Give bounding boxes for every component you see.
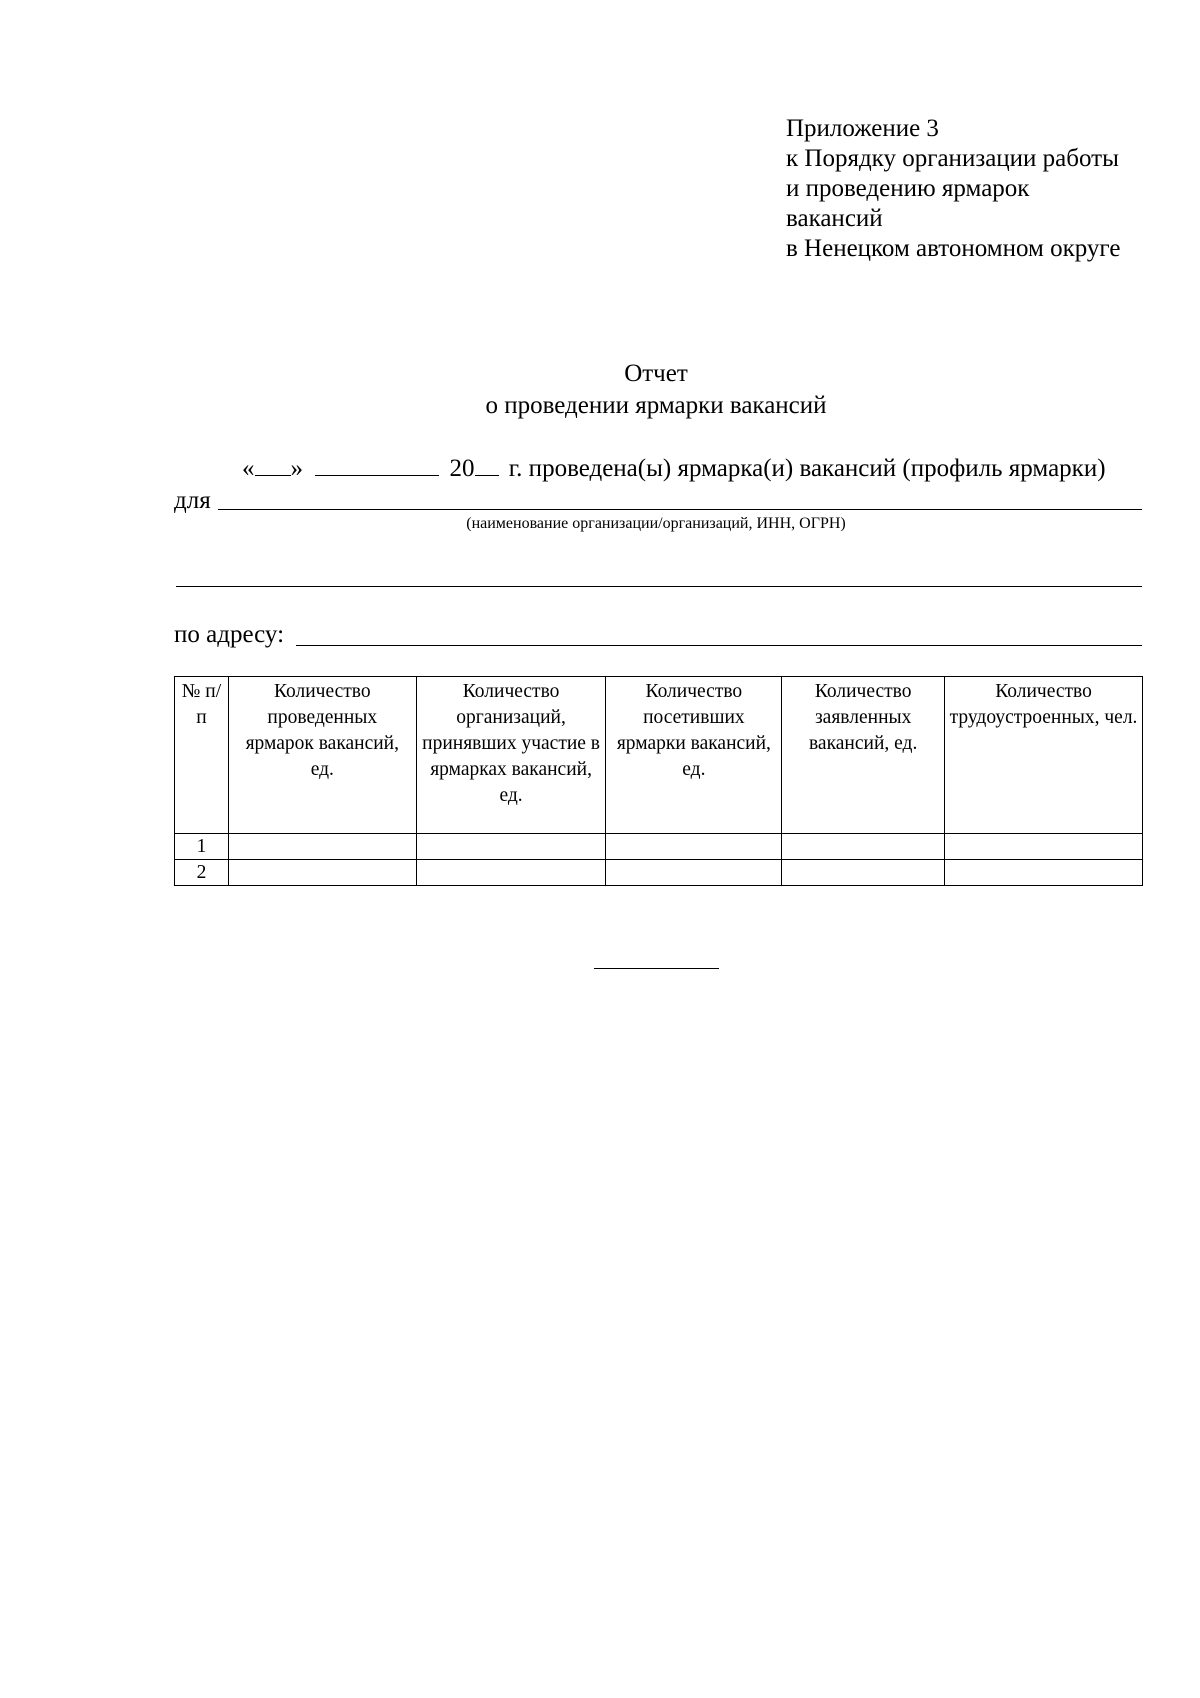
table-row [175, 860, 1143, 886]
appendix-line-3: и проведению ярмарок [786, 175, 1030, 202]
appendix-line-5: в Ненецком автономном округе [786, 235, 1121, 262]
appendix-block [786, 114, 1120, 264]
table-cell[interactable] [945, 834, 1143, 860]
table-header-row [175, 677, 1143, 834]
date-line-rest: г. проведена(ы) ярмарка(и) вакансий (профиль ярмарки) [508, 455, 1106, 482]
organization-caption: (наименование организации/организаций, ИНН, ОГРН) [466, 515, 846, 532]
header-employed: Количество трудоустроенных, чел. [945, 677, 1143, 834]
table-cell[interactable] [228, 860, 416, 886]
header-vacancies: Количество заявленных вакансий, ед. [782, 677, 945, 834]
table-cell[interactable] [782, 834, 945, 860]
address-line[interactable] [296, 645, 1142, 646]
month-blank[interactable] [315, 453, 439, 476]
open-quote: « [242, 455, 255, 482]
table-cell[interactable] [228, 834, 416, 860]
table-cell[interactable] [945, 860, 1143, 886]
report-table [174, 676, 1143, 886]
header-visitors: Количество посетивших ярмарки вакансий, ед. [606, 677, 782, 834]
document-title: Отчет [624, 360, 688, 387]
organization-name-line[interactable] [218, 509, 1142, 510]
year-prefix: 20 [449, 455, 475, 482]
appendix-line-4: вакансий [786, 205, 883, 232]
header-fairs-held: Количество проведенных ярмарок вакансий, ед. [228, 677, 416, 834]
row-number: 2 [175, 860, 229, 886]
appendix-line-2: к Порядку организации работы [786, 145, 1119, 172]
day-blank[interactable] [255, 453, 291, 476]
year-blank[interactable] [475, 453, 499, 476]
table-cell[interactable] [606, 834, 782, 860]
address-label: по адресу: [174, 621, 285, 648]
document-subtitle: о проведении ярмарки вакансий [485, 392, 827, 419]
for-label: для [174, 487, 211, 514]
organization-name-line-2[interactable] [176, 586, 1142, 587]
header-organizations: Количество организаций, принявших участие в ярмарках вакансий, ед. [416, 677, 606, 834]
table-cell[interactable] [782, 860, 945, 886]
close-quote: » [290, 455, 303, 482]
row-number: 1 [175, 834, 229, 860]
end-divider [594, 968, 719, 969]
table-cell[interactable] [416, 834, 606, 860]
date-line [242, 453, 1106, 484]
header-number: № п/п [175, 677, 229, 834]
appendix-line-1: Приложение 3 [786, 115, 939, 142]
table-row [175, 834, 1143, 860]
table-cell[interactable] [416, 860, 606, 886]
table-cell[interactable] [606, 860, 782, 886]
